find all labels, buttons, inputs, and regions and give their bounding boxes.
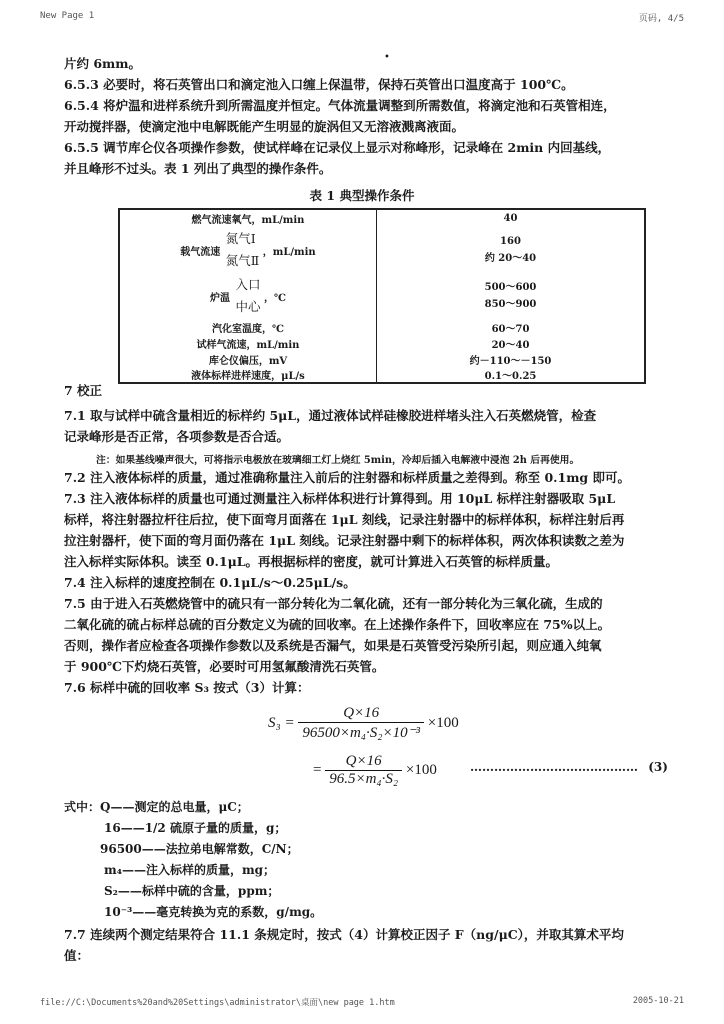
legend-item: S₂——标样中硫的含量，ppm； — [104, 884, 280, 898]
text-line: 并且峰形不过头。表 1 列出了典型的操作条件。 — [64, 161, 332, 176]
leader-dots: …………………………………… — [470, 760, 638, 774]
text-line: 7.4 注入标样的速度控制在 0.1μL/s～0.25μL/s。 — [64, 575, 356, 590]
text-line: 6.5.3 必要时，将石英管出口和滴定池入口缠上保温带，保持石英管出口温度高于 100℃。 — [64, 77, 574, 92]
numerator: Q×16 — [298, 705, 424, 723]
text-line: 开动搅拌器，使滴定池中电解既能产生明显的旋涡但又无溶液溅离液面。 — [64, 119, 465, 134]
subtype: 氮气Ⅰ — [225, 231, 256, 246]
text-line: 值： — [64, 948, 90, 963]
table-row — [119, 319, 645, 335]
value: 850～900 — [484, 299, 537, 310]
stray-dot: • — [384, 52, 390, 63]
section-6-text — [64, 53, 682, 179]
text-line: 二氧化硫的硫占标样总硫的百分数定义为硫的回收率。在上述操作条件下，回收率应在 75%以上。 — [64, 617, 611, 632]
text-line: 记录峰形是否正常，各项参数是否合适。 — [64, 429, 290, 444]
multiplier: ×100 — [405, 761, 437, 778]
formula-lhs: S₃ = — [268, 714, 295, 731]
text-line: 否则，操作者应检查各项操作参数以及系统是否漏气，如果是石英管受污染所引起，则应通入纯氧 — [64, 638, 602, 653]
row-value: 约－110～－150 — [469, 355, 552, 367]
legend-item: 16——1/2 硫原子量的质量，g； — [104, 821, 287, 835]
operating-conditions-table — [118, 208, 646, 384]
text-line: 片约 6mm。 — [64, 56, 142, 71]
row-label: 库仑仪偏压，mV — [119, 351, 377, 367]
unit: ，℃ — [264, 292, 286, 304]
formula-line-1 — [268, 705, 459, 742]
section-heading: 7 校正 — [64, 383, 103, 398]
text-line: 于 900℃下灼烧石英管，必要时可用氢氟酸清洗石英管。 — [64, 659, 385, 674]
section-7-heading — [64, 380, 682, 401]
denominator: 96500×m₄·S₂×10⁻³ — [302, 725, 421, 741]
row-value: 60～70 — [491, 323, 530, 335]
table-row — [119, 227, 645, 273]
equation-number: (3) — [648, 760, 668, 774]
row-label: 试样气流速，mL/min — [119, 335, 377, 351]
legend-item: 96500——法拉弟电解常数，C/N； — [100, 842, 299, 856]
page-header-title: New Page 1 — [40, 11, 95, 21]
subtype: 中心 — [235, 299, 261, 314]
text-line: 标样，将注射器拉杆往后拉，使下面弯月面落在 1μL 刻线，记录注射器中的标样体积，标样注射后再 — [64, 512, 625, 527]
row-value: 20～40 — [491, 339, 530, 351]
equals-sign: = — [313, 761, 322, 778]
row-value — [377, 273, 646, 319]
text-line: 7.7 连续两个测定结果符合 11.1 条规定时，按式（4）计算校正因子 F（ng/μC），并取其算术平均 — [64, 927, 624, 942]
section-7-7 — [64, 924, 682, 966]
text-line: 7.2 注入液体标样的质量，通过准确称量注入前后的注射器和标样质量之差得到。称至 0.1mg 即可。 — [64, 470, 631, 485]
row-label: 汽化室温度，℃ — [119, 319, 377, 335]
formula-legend — [64, 797, 664, 923]
furnace-zones — [236, 274, 261, 318]
note-line: 注：如果基线噪声很大，可将指示电极放在玻璃细工灯上烧红 5min，冷却后插入电解液中浸泡 2h 后再使用。 — [96, 455, 580, 466]
carrier-gas-subtypes — [226, 228, 260, 272]
text-line: 6.5.4 将炉温和进样系统升到所需温度并恒定。气体流量调整到所需数值，将滴定池和石英管相连， — [64, 98, 616, 113]
text-line: 7.5 由于进入石英燃烧管中的硫只有一部分转化为二氧化硫，还有一部分转化为三氧化硫，生成的 — [64, 596, 603, 611]
unit: ，mL/min — [262, 246, 316, 258]
text-line: 6.5.5 调节库仑仪各项操作参数，使试样峰在记录仪上显示对称峰形，记录峰在 2min 内回基线， — [64, 140, 611, 155]
section-7-2-to-7-6 — [64, 467, 682, 698]
legend-item: 10⁻³——毫克转换为克的系数，g/mg。 — [104, 905, 323, 919]
row-label: 燃气流速氧气，mL/min — [119, 209, 377, 227]
row-value: 40 — [503, 213, 518, 224]
row-value: 0.1～0.25 — [484, 371, 537, 382]
subtype: 氮气Ⅱ — [225, 253, 260, 268]
page-header-page-number: 页码, 4/5 — [638, 14, 684, 24]
table-row — [119, 351, 645, 367]
text-line: 拉注射器杆，使下面的弯月面仍落在 1μL 刻线。记录注射器中剩下的标样体积，两次体积读数之差为 — [64, 533, 625, 548]
denominator: 96.5×m₄·S₂ — [329, 771, 399, 787]
formula-fraction — [298, 705, 424, 742]
formula-fraction — [325, 753, 402, 788]
equation-leader — [470, 760, 668, 774]
numerator: Q×16 — [325, 753, 402, 771]
text-line: 7.3 注入液体标样的质量也可通过测量注入标样体积进行计算得到。用 10μL 标样注射器吸取 5μL — [64, 491, 616, 506]
table-row — [119, 273, 645, 319]
text-line: 7.6 标样中硫的回收率 S₃ 按式（3）计算： — [64, 680, 310, 695]
legend-item: m₄——注入标样的质量，mg； — [104, 863, 276, 877]
text-line: 7.1 取与试样中硫含量相近的标样约 5μL，通过液体试样硅橡胶进样堵头注入石英燃烧管，检查 — [64, 408, 597, 423]
subtype: 入口 — [235, 277, 261, 292]
legend-intro: 式中：Q——测定的总电量，μC； — [64, 800, 249, 814]
multiplier: ×100 — [427, 714, 459, 731]
row-label — [119, 227, 377, 273]
text-line: 注入标样实际体积。读至 0.1μL。再根据标样的密度，就可计算进入石英管的标样质量。 — [64, 554, 559, 569]
carrier-gas-label: 载气流速 — [180, 246, 221, 258]
table-row — [119, 209, 645, 227]
formula-line-2 — [313, 753, 437, 788]
value: 约 20～40 — [484, 253, 537, 264]
row-label: 液体标样进样速度，μL/s — [119, 367, 377, 383]
table-row — [119, 335, 645, 351]
table-caption: 表 1 典型操作条件 — [309, 188, 415, 203]
row-value — [377, 227, 646, 273]
section-7-1 — [64, 405, 682, 447]
footer-date: 2005-10-21 — [632, 996, 684, 1006]
furnace-temp-label: 炉温 — [210, 292, 231, 304]
footer-file-path: file://C:\Documents%20and%20Settings\administrator\桌面\new page 1.htm — [40, 998, 395, 1008]
value: 500～600 — [484, 282, 537, 293]
value: 160 — [500, 236, 521, 247]
row-label — [119, 273, 377, 319]
